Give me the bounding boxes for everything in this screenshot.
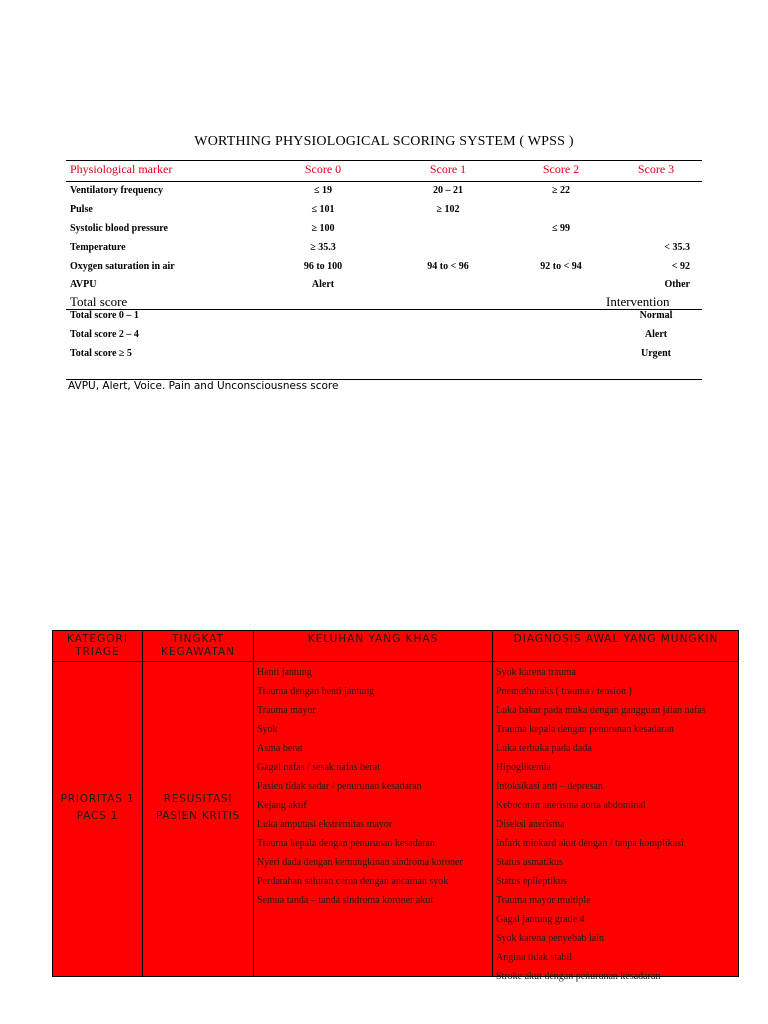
header-score-1: Score 1 (429, 162, 467, 176)
table-row (0, 185, 768, 200)
list-item: Diseksi anerisma (496, 819, 565, 830)
score-0-cell: ≥ 35.3 (310, 242, 336, 253)
marker-label: Systolic blood pressure (70, 223, 168, 234)
column-divider (492, 631, 493, 976)
score-3-cell: < 92 (671, 261, 690, 272)
column-divider (253, 631, 254, 976)
list-item: Luka bakar pada muka dengan gangguan jalan nafas (496, 705, 706, 716)
list-item: Angina tidak stabil (496, 952, 573, 963)
header-score-3: Score 3 (637, 162, 675, 176)
list-item: Asma berat (257, 743, 303, 754)
intervention-heading: Intervention (606, 294, 670, 309)
list-item: Luka terbuka pada dada (496, 743, 592, 754)
intervention-value: Urgent (641, 348, 671, 359)
table-row (0, 261, 768, 276)
header-kategori-triage: KATEGORI TRIAGE (67, 633, 128, 658)
table-row (0, 242, 768, 257)
list-item: Trauma mayor (257, 705, 316, 716)
table-row (0, 279, 768, 294)
total-score-range: Total score 2 – 4 (70, 329, 139, 340)
list-item: Trauma dengan henti jantung (257, 686, 375, 697)
marker-label: Pulse (70, 204, 93, 215)
keluhan-list (257, 663, 491, 910)
list-item: Trauma mayor multiple (496, 895, 591, 906)
intervention-value: Normal (639, 310, 673, 321)
triage-table (52, 630, 739, 982)
score-1-cell: 94 to < 96 (427, 261, 469, 272)
header-keluhan: KELUHAN YANG KHAS (307, 633, 439, 645)
list-item: Hipoglikemia (496, 762, 551, 773)
table-top-rule (66, 160, 702, 161)
list-item: Gagal nafas / sesak nafas berat (257, 762, 380, 773)
score-2-cell: ≤ 99 (552, 223, 570, 234)
total-score-heading: Total score (70, 294, 128, 309)
marker-label: Ventilatory frequency (70, 185, 164, 196)
total-score-range: Total score 0 – 1 (70, 310, 139, 321)
score-2-cell: ≥ 22 (552, 185, 570, 196)
score-0-cell: ≤ 19 (314, 185, 332, 196)
score-0-cell: Alert (311, 279, 335, 290)
total-score-header-row (0, 294, 768, 310)
list-item: Syok karena trauma (496, 667, 576, 678)
header-rule (66, 181, 702, 182)
total-row (0, 329, 768, 344)
list-item: Status epileptikus (496, 876, 567, 887)
total-row (0, 348, 768, 363)
header-score-0: Score 0 (304, 162, 342, 176)
column-divider (142, 631, 143, 976)
score-3-cell: < 35.3 (664, 242, 690, 253)
score-3-cell: Other (664, 279, 690, 290)
score-2-cell: 92 to < 94 (540, 261, 582, 272)
header-score-2: Score 2 (542, 162, 580, 176)
list-item: Intoksikasi anti – depresan (496, 781, 603, 792)
kategori-triage-value: PRIORITAS 1 PACS 1 (60, 793, 135, 822)
header-physiological-marker: Physiological marker (70, 162, 173, 176)
list-item: Pasien tidak sadar / penurunan kesadaran (257, 781, 422, 792)
marker-label: Temperature (70, 242, 126, 253)
list-item: Infark miokard akut dengan / tanpa komplikasi (496, 838, 684, 849)
score-0-cell: ≤ 101 (311, 204, 335, 215)
header-divider (53, 661, 738, 662)
list-item: Kebocoran anerisma aorta abdominal (496, 800, 646, 811)
tingkat-kegawatan-value: RESUSITASI PASIEN KRITIS (155, 793, 241, 822)
score-0-cell: 96 to 100 (303, 261, 343, 272)
list-item: Kejang aktif (257, 800, 307, 811)
list-item: Syok (257, 724, 278, 735)
table-row (0, 223, 768, 238)
list-item: Syok karena penyebab lain (496, 933, 605, 944)
marker-label: AVPU (70, 279, 97, 290)
list-item: Trauma kepala dengan penurunan kesadaran (496, 724, 674, 735)
list-item: Perdarahan saluran cerna dengan ancaman syok (257, 876, 449, 887)
list-item: Nyeri dada dengan kemungkinan sindroma koroner (257, 857, 463, 868)
list-item: Semua tanda – tanda sindroma koroner akut (257, 895, 434, 906)
score-1-cell: 20 – 21 (433, 185, 463, 196)
header-tingkat-kegawatan: TINGKAT KEGAWATAN (160, 633, 236, 658)
avpu-footnote: AVPU, Alert, Voice. Pain and Unconsciousness score (68, 380, 339, 392)
intervention-value: Alert (644, 329, 668, 340)
diagnosis-list (496, 663, 738, 986)
list-item: Gagal jantung grade 4 (496, 914, 585, 925)
list-item: Status asmatikus (496, 857, 563, 868)
wpss-title: WORTHING PHYSIOLOGICAL SCORING SYSTEM ( WPSS ) (194, 134, 574, 149)
list-item: Henti jantung (257, 667, 312, 678)
header-diagnosis: DIAGNOSIS AWAL YANG MUNGKIN (513, 633, 719, 645)
list-item: Pnemothoraks ( trauma / tension ) (496, 686, 632, 697)
total-score-range: Total score ≥ 5 (70, 348, 132, 359)
list-item: Luka amputasi ekstremitas mayor (257, 819, 393, 830)
list-item: Trauma kepala dengan penurunan kesadaran (257, 838, 435, 849)
list-item: Stroke akut dengan penurunan kesadaran (496, 971, 661, 982)
score-1-cell: ≥ 102 (436, 204, 460, 215)
score-0-cell: ≥ 100 (311, 223, 335, 234)
table-row (0, 204, 768, 219)
marker-label: Oxygen saturation in air (70, 261, 175, 272)
wpss-header-row (0, 162, 768, 178)
total-row (0, 310, 768, 325)
